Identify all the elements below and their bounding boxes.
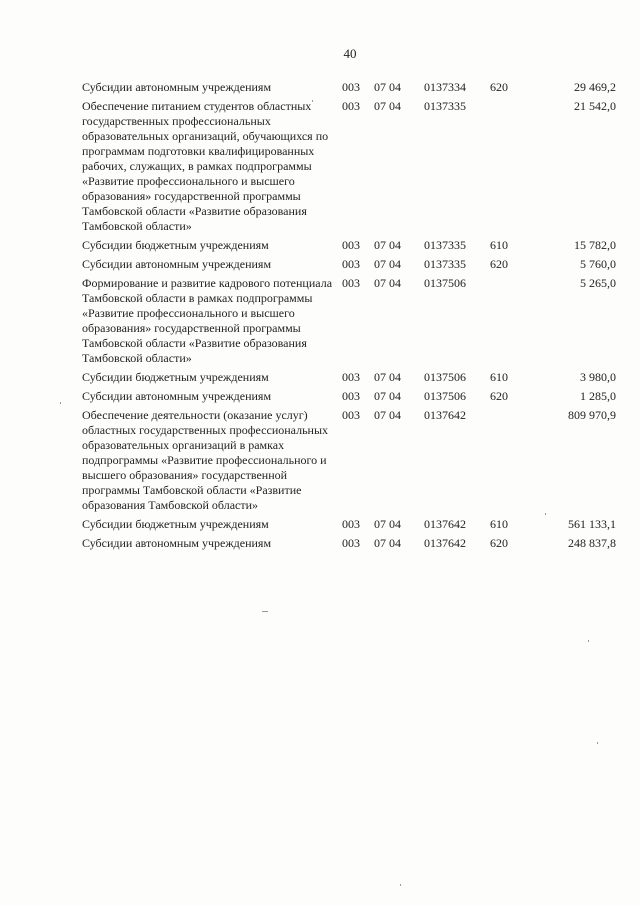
row-ved: 003	[342, 80, 360, 94]
table-row	[82, 257, 616, 276]
table-row	[82, 408, 616, 517]
row-amount: 3 980,0	[580, 370, 616, 384]
row-section: 07 04	[374, 257, 401, 271]
row-amount: 5 265,0	[580, 276, 616, 290]
row-ved: 003	[342, 99, 360, 113]
row-csr: 0137335	[424, 238, 466, 252]
page-number: 40	[343, 46, 357, 61]
row-section: 07 04	[374, 389, 401, 403]
row-section: 07 04	[374, 80, 401, 94]
row-name: Субсидии автономным учреждениям	[82, 389, 272, 403]
row-vr: 620	[490, 257, 508, 271]
row-vr: 610	[490, 238, 508, 252]
row-name: Субсидии бюджетным учреждениям	[82, 370, 269, 384]
row-amount: 21 542,0	[574, 99, 616, 113]
row-csr: 0137642	[424, 517, 466, 531]
table-row	[82, 536, 616, 555]
table-row	[82, 99, 616, 238]
row-section: 07 04	[374, 99, 401, 113]
row-amount: 1 285,0	[580, 389, 616, 403]
row-ved: 003	[342, 408, 360, 422]
row-ved: 003	[342, 536, 360, 550]
row-amount: 29 469,2	[574, 80, 616, 94]
row-ved: 003	[342, 370, 360, 384]
row-vr	[490, 276, 520, 370]
table-row	[82, 276, 616, 370]
scan-speck	[312, 100, 313, 102]
row-name: Субсидии автономным учреждениям	[82, 257, 272, 271]
row-csr: 0137506	[424, 370, 466, 384]
row-section: 07 04	[374, 370, 401, 384]
budget-table-body	[82, 80, 616, 555]
row-amount: 5 760,0	[580, 257, 616, 271]
row-ved: 003	[342, 238, 360, 252]
row-csr: 0137334	[424, 80, 466, 94]
row-amount: 561 133,1	[568, 517, 616, 531]
table-row	[82, 389, 616, 408]
row-amount: 15 782,0	[574, 238, 616, 252]
row-vr: 620	[490, 80, 508, 94]
row-ved: 003	[342, 257, 360, 271]
row-name: Обеспечение питанием студентов областных государственных профессиональных образовательных организаций, обучающихся по программам подготовки квалифицированных рабочих, служащих, в рамках подпрограммы «Развитие профессионального и высшего образования» государственной программы Тамбовской области «Развитие образования Тамбовской области»	[82, 99, 329, 233]
table-row	[82, 370, 616, 389]
row-csr: 0137335	[424, 99, 466, 113]
row-csr: 0137642	[424, 408, 466, 422]
row-section: 07 04	[374, 408, 401, 422]
row-amount: 809 970,9	[568, 408, 616, 422]
row-name: Субсидии бюджетным учреждениям	[82, 517, 269, 531]
row-vr: 620	[490, 389, 508, 403]
table-row	[82, 80, 616, 99]
row-csr: 0137506	[424, 276, 466, 290]
scan-speck	[545, 513, 546, 515]
row-ved: 003	[342, 389, 360, 403]
row-section: 07 04	[374, 517, 401, 531]
scan-speck	[60, 402, 61, 404]
row-amount: 248 837,8	[568, 536, 616, 550]
row-ved: 003	[342, 517, 360, 531]
row-vr: 620	[490, 536, 508, 550]
row-name: Субсидии автономным учреждениям	[82, 80, 272, 94]
row-vr: 610	[490, 370, 508, 384]
table-row	[82, 517, 616, 536]
row-csr: 0137506	[424, 389, 466, 403]
table-row	[82, 238, 616, 257]
budget-table	[82, 80, 616, 555]
scan-speck	[262, 611, 268, 612]
row-vr: 610	[490, 517, 508, 531]
row-vr	[490, 99, 520, 238]
row-csr: 0137642	[424, 536, 466, 550]
scan-speck	[588, 640, 589, 642]
row-vr	[490, 408, 520, 517]
row-name: Обеспечение деятельности (оказание услуг) областных государственных профессиональных образовательных организаций в рамках подпрограммы «Развитие профессионального и высшего образования» государственной программы Тамбовской области «Развитие образования Тамбовской области»	[82, 408, 329, 512]
row-csr: 0137335	[424, 257, 466, 271]
row-section: 07 04	[374, 238, 401, 252]
row-name: Субсидии автономным учреждениям	[82, 536, 272, 550]
row-name: Субсидии бюджетным учреждениям	[82, 238, 269, 252]
row-name: Формирование и развитие кадрового потенциала Тамбовской области в рамках подпрограммы «Развитие профессионального и высшего образования» государственной программы Тамбовской области «Развитие образования Тамбовской области»	[82, 276, 333, 365]
row-section: 07 04	[374, 276, 401, 290]
scan-speck	[597, 742, 598, 744]
row-section: 07 04	[374, 536, 401, 550]
row-ved: 003	[342, 276, 360, 290]
scan-speck	[400, 884, 401, 886]
